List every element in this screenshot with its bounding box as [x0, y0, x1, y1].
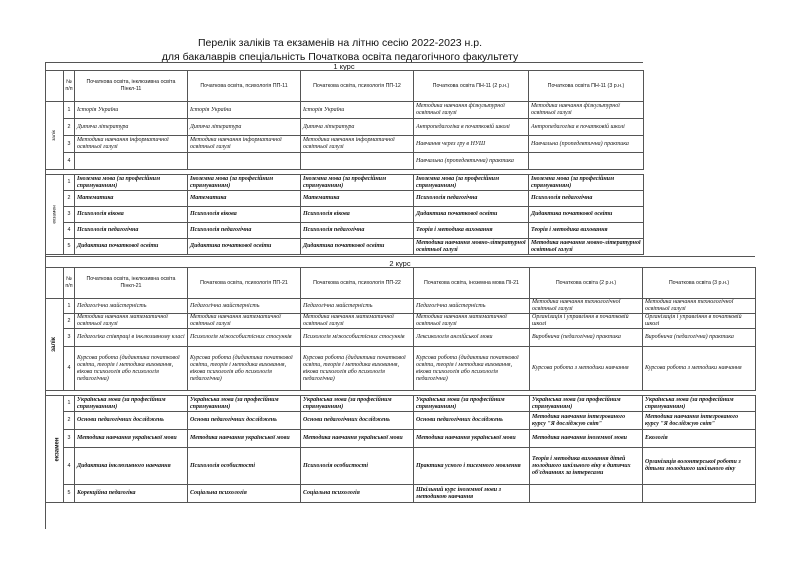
subject-cell: Теорія і методика виховання дітей молодшого шкільного віку в дитячих об'єднаннях за інтересами — [530, 448, 643, 485]
subject-cell — [529, 153, 644, 170]
subject-cell: Виробнича (педагогічна) практика — [530, 329, 643, 347]
table-row — [46, 485, 756, 503]
subject-cell: Психологія педагогічна — [529, 191, 644, 207]
subject-cell: Навчальна (пропедевтична) практика — [414, 153, 529, 170]
subject-cell: Педагогічна майстерність — [188, 299, 301, 314]
subject-cell: Курсова робота з методики навчання — [643, 347, 756, 391]
subject-cell: Соціальна психологія — [301, 485, 414, 503]
subject-cell: Психологія вікова — [301, 207, 414, 223]
subject-cell: Іноземна мова (за професійним спрямуванням) — [414, 175, 529, 191]
year1-header-row — [46, 71, 644, 102]
num-header: № п/п — [64, 268, 75, 299]
row-number: 4 — [64, 448, 75, 485]
subject-cell: Практика усного і писемного мовлення — [414, 448, 530, 485]
subject-cell: Методика навчання української мови — [75, 430, 188, 448]
subject-cell: Іноземна мова (за професійним спрямуванням) — [301, 175, 414, 191]
subject-cell: Організація волонтерської роботи з дітьми молодшого шкільного віку — [643, 448, 756, 485]
group-header: Початкова освіта, психологія ПП-22 — [301, 268, 414, 299]
table-row — [46, 119, 644, 136]
subject-cell: Шкільний курс іноземної мови з методикою навчання — [414, 485, 530, 503]
subject-cell: Теорія і методика виховання — [529, 223, 644, 239]
subject-cell — [643, 485, 756, 503]
subject-cell: Методика навчання інтегрованого курсу "Я досліджую світ" — [643, 412, 756, 430]
subject-cell: Українська мова (за професійним спрямуванням) — [301, 396, 414, 412]
group-header: Початкова освіта, психологія ПП-11 — [188, 71, 301, 102]
subject-cell: Основи педагогічних досліджень — [188, 412, 301, 430]
subject-cell: Дидактика початкової освіти — [529, 207, 644, 223]
row-number: 3 — [64, 136, 75, 153]
subject-cell: Українська мова (за професійним спрямуванням) — [643, 396, 756, 412]
row-number: 1 — [64, 299, 75, 314]
form-label-zalik: залік — [46, 102, 64, 170]
subject-cell: Методика навчання математичної освітньої галузі — [414, 314, 530, 329]
row-number: 5 — [64, 485, 75, 503]
subject-cell: Методика навчання технологічної освітньої галузі — [643, 299, 756, 314]
num-header: № п/п — [64, 71, 75, 102]
subject-cell: Основи педагогічних досліджень — [301, 412, 414, 430]
subject-cell: Методика навчання математичної освітньої галузі — [188, 314, 301, 329]
subject-cell: Курсова робота з методики навчання — [530, 347, 643, 391]
subject-cell: Дидактика початкової освіти — [75, 239, 188, 255]
row-number: 3 — [64, 329, 75, 347]
year1-table — [45, 70, 644, 255]
subject-cell: Методика навчання математичної освітньої галузі — [301, 314, 414, 329]
subject-cell — [530, 485, 643, 503]
course-label-1: 1 курс — [333, 62, 355, 71]
subject-cell: Математика — [301, 191, 414, 207]
subject-cell: Корекційна педагогіка — [75, 485, 188, 503]
table-row — [46, 153, 644, 170]
form-label-exam: екзамен — [46, 175, 64, 255]
subject-cell: Методика навчання іноземної мови — [530, 430, 643, 448]
subject-cell: Методика навчання української мови — [301, 430, 414, 448]
subject-cell: Психологія особистості — [188, 448, 301, 485]
subject-cell: Антропедагогіка в початковій школі — [414, 119, 529, 136]
row-number: 1 — [64, 396, 75, 412]
group-header: Початкова освіта, психологія ПП-21 — [188, 268, 301, 299]
subject-cell: Іноземна мова (за професійним спрямуванням) — [188, 175, 301, 191]
subject-cell: Антропедагогіка в початковій школі — [529, 119, 644, 136]
subject-cell: Психологія педагогічна — [188, 223, 301, 239]
table-row — [46, 396, 756, 412]
subject-cell: Психологія міжособистісних стосунків — [301, 329, 414, 347]
subject-cell: Українська мова (за професійним спрямуванням) — [414, 396, 530, 412]
subject-cell: Педагогічна майстерність — [75, 299, 188, 314]
subject-cell: Методика навчання мовно-літературної освітньої галузі — [529, 239, 644, 255]
table-row — [46, 329, 756, 347]
subject-cell: Психологія педагогічна — [75, 223, 188, 239]
row-number: 3 — [64, 207, 75, 223]
subject-cell — [188, 153, 301, 170]
subject-cell: Педагогіка співпраці в інклюзивному класі — [75, 329, 188, 347]
subject-cell: Організація і управління в початковій школі — [643, 314, 756, 329]
subject-cell: Курсова робота (дидактика початкової освіти, теорія і методика виховання, вікова психологія або психологія педагогічна) — [75, 347, 188, 391]
table-row — [46, 412, 756, 430]
subject-cell: Дидактика початкової освіти — [188, 239, 301, 255]
form-header — [46, 71, 64, 102]
subject-cell: Іноземна мова (за професійним спрямуванням) — [529, 175, 644, 191]
subject-cell: Дитяча література — [188, 119, 301, 136]
subject-cell: Психологія вікова — [188, 207, 301, 223]
subject-cell: Соціальна психологія — [188, 485, 301, 503]
subject-cell: Психологія педагогічна — [301, 223, 414, 239]
group-header: Початкова освіта, інклюзивна освіта Пінкл-11 — [75, 71, 188, 102]
subject-cell: Історія України — [75, 102, 188, 119]
subject-cell: Психологія міжособистісних стосунків — [188, 329, 301, 347]
table-row — [46, 191, 644, 207]
group-header: Початкова освіта ПН-11 (3 р.н.) — [529, 71, 644, 102]
row-number: 1 — [64, 102, 75, 119]
subject-cell: Психологія вікова — [75, 207, 188, 223]
table-row — [46, 239, 644, 255]
subject-cell: Дитяча література — [301, 119, 414, 136]
subject-cell: Дитяча література — [75, 119, 188, 136]
document-subtitle: для бакалаврів спеціальність Початкова освіта педагогічного факультету — [161, 51, 519, 63]
group-header: Початкова освіта ПН-11 (2 р.н.) — [414, 71, 529, 102]
group-header: Початкова освіта, інклюзивна освіта Пінкл-21 — [75, 268, 188, 299]
table-row — [46, 223, 644, 239]
subject-cell: Курсова робота (дидактика початкової освіти, теорія і методика виховання, вікова психологія або психологія педагогічна) — [301, 347, 414, 391]
year2-top-border — [45, 256, 755, 257]
row-number: 2 — [64, 119, 75, 136]
subject-cell: Організація і управління в початковій школі — [530, 314, 643, 329]
subject-cell: Математика — [188, 191, 301, 207]
subject-cell: Методика навчання інформатичної освітньої галузі — [301, 136, 414, 153]
table-row — [46, 314, 756, 329]
subject-cell: Теорія і методика виховання — [414, 223, 529, 239]
subject-cell — [301, 153, 414, 170]
table-row — [46, 299, 756, 314]
subject-cell: Українська мова (за професійним спрямуванням) — [188, 396, 301, 412]
group-header: Початкова освіта (3 р.н.) — [643, 268, 756, 299]
row-number: 4 — [64, 153, 75, 170]
subject-cell: Методика навчання технологічної освітньої галузі — [530, 299, 643, 314]
subject-cell: Дидактика початкової освіти — [301, 239, 414, 255]
subject-cell: Методика навчання інтегрованого курсу "Я досліджую світ" — [530, 412, 643, 430]
form-header — [46, 268, 64, 299]
subject-cell: Українська мова (за професійним спрямуванням) — [75, 396, 188, 412]
form-label-zalik: залік — [46, 299, 64, 391]
table-row — [46, 430, 756, 448]
form-label-exam: екзамен — [46, 396, 64, 503]
subject-cell: Курсова робота (дидактика початкової освіти, теорія і методика виховання, вікова психологія або психологія педагогічна) — [414, 347, 530, 391]
subject-cell: Дидактика початкової освіти — [414, 207, 529, 223]
subject-cell: Іноземна мова (за професійним спрямуванням) — [75, 175, 188, 191]
row-number: 2 — [64, 191, 75, 207]
table-row — [46, 136, 644, 153]
row-number: 4 — [64, 223, 75, 239]
subject-cell: Навчання через гру в НУШ — [414, 136, 529, 153]
group-header: Початкова освіта, психологія ПП-12 — [301, 71, 414, 102]
row-number: 5 — [64, 239, 75, 255]
subject-cell: Виробнича (педагогічна) практика — [643, 329, 756, 347]
subject-cell: Методика навчання фізкультурної освітньої галузі — [529, 102, 644, 119]
group-header: Початкова освіта (2 р.н.) — [530, 268, 643, 299]
subject-cell: Українська мова (за професійним спрямуванням) — [530, 396, 643, 412]
subject-cell — [75, 153, 188, 170]
subject-cell: Методика навчання інформатичної освітньої галузі — [188, 136, 301, 153]
row-number: 2 — [64, 412, 75, 430]
subject-cell: Психологія особистості — [301, 448, 414, 485]
document-title: Перелік заліків та екзаменів на літню сесію 2022-2023 н.р. — [197, 37, 483, 49]
group-header: Початкова освіта, іноземна мова ПІ-21 — [414, 268, 530, 299]
year2-table — [45, 267, 756, 503]
subject-cell: Психологія педагогічна — [414, 191, 529, 207]
subject-cell: Методика навчання української мови — [188, 430, 301, 448]
subject-cell: Педагогічна майстерність — [414, 299, 530, 314]
row-number: 2 — [64, 314, 75, 329]
subject-cell: Методика навчання інформатичної освітньої галузі — [75, 136, 188, 153]
subject-cell: Екологія — [643, 430, 756, 448]
course-label-2: 2 курс — [389, 259, 411, 268]
row-number: 4 — [64, 347, 75, 391]
table-row — [46, 102, 644, 119]
subject-cell: Історія України — [188, 102, 301, 119]
subject-cell: Методика навчання української мови — [414, 430, 530, 448]
table-row — [46, 207, 644, 223]
table-row — [46, 347, 756, 391]
subject-cell: Курсова робота (дидактика початкової освіти, теорія і методика виховання, вікова психологія або психологія педагогічна) — [188, 347, 301, 391]
subject-cell: Дидактика інклюзивного навчання — [75, 448, 188, 485]
subject-cell: Історія України — [301, 102, 414, 119]
row-number: 3 — [64, 430, 75, 448]
subject-cell: Основи педагогічних досліджень — [75, 412, 188, 430]
subject-cell: Навчальна (пропедевтична) практика — [529, 136, 644, 153]
subject-cell: Методика навчання мовно-літературної освітньої галузі — [414, 239, 529, 255]
row-number: 1 — [64, 175, 75, 191]
subject-cell: Математика — [75, 191, 188, 207]
table-row — [46, 175, 644, 191]
subject-cell: Методика навчання математичної освітньої галузі — [75, 314, 188, 329]
table-row — [46, 448, 756, 485]
subject-cell: Методика навчання фізкультурної освітньої галузі — [414, 102, 529, 119]
subject-cell: Основи педагогічних досліджень — [414, 412, 530, 430]
year2-header-row — [46, 268, 756, 299]
subject-cell: Лексикологія англійської мови — [414, 329, 530, 347]
subject-cell: Педагогічна майстерність — [301, 299, 414, 314]
